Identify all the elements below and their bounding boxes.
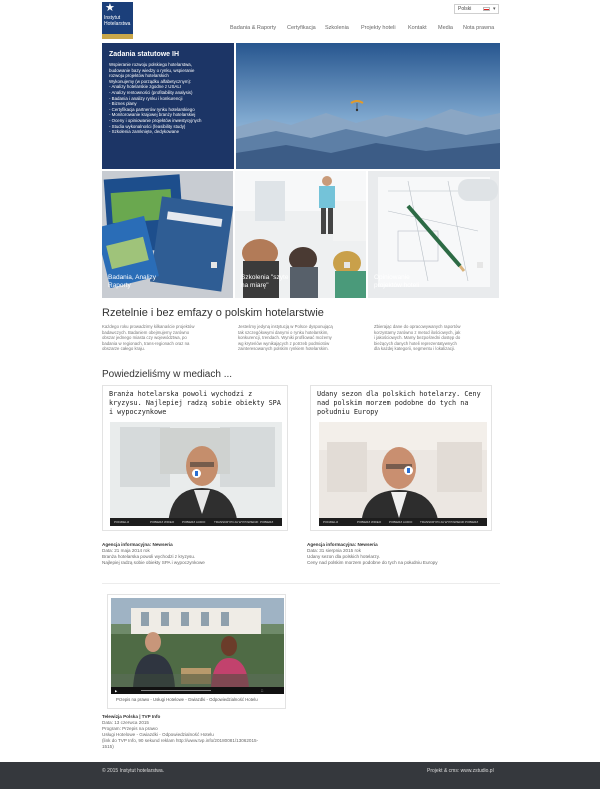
download-video-button[interactable]: POBIERZ WIDEO [357,520,382,524]
nav-item-szkolenia[interactable]: Szkolenia [325,25,349,31]
about-column-1: Każdego roku prowadzimy kilkanaście projektów badawczych. Badaniem obejmujemy zarówno obszar jednego miasta czy województwa, po badania w regionach, trans-regionach oraz na obszarze całego kraju. [102,324,195,352]
download-audio-button[interactable]: POBIERZ AUDIO [182,520,206,524]
media-headline: Branża hotelarska powoli wychodzi z kryzysu. Najlepiej radzą sobie obiekty SPA i wypoczynkowe [109,390,281,416]
hero-line: - Certyfikacja partnerów rynku hotelarskiego [109,106,195,112]
tile-badania[interactable] [102,171,233,298]
media-headline: Udany sezon dla polskich hotelarzy. Ceny nad polskim morzem podobne do tych na południu Europy [317,390,481,416]
play-icon[interactable]: ▶ [115,689,118,693]
star-icon: ★ [105,2,115,14]
hero-line: - Monitorowanie krajowej branży hotelarskiej [109,112,196,118]
hero-line: - Analizy hotelarskie zgodne z USALI [109,84,181,90]
media-info-1: Agencja informacyjna: Newseria Data: 21 maja 2014 rok Branża hotelarska powoli wychodzi z kryzysu. Najlepiej radzą sobie obiekty SPA i wypoczynkowe [102,542,205,565]
tile-caption: Badania, Analizy Raporty [108,274,157,289]
corner-arrow-icon [211,262,217,268]
hero-line: Wykonujemy (w porządku alfabetycznym): [109,78,192,84]
site-header [0,0,600,42]
hero-line: - Badania i analizy rynku i konkurencji [109,95,183,101]
hero-line: - Studia wykonalności (feasibility study) [109,123,186,129]
hero-line: Wspieranie rozwoju polskiego hotelarstwa, [109,62,192,67]
hero-line: - Biznes plany [109,101,137,107]
site-logo[interactable] [102,2,133,39]
nav-item-projekty[interactable]: Projekty hoteli [361,25,396,31]
hero-text-box [102,43,234,169]
hero-line: - Analizy rentowności (profitability analysis) [109,89,193,95]
media-info-2: Agencja informacyjna: Newseria Data: 31 sierpnia 2015 rok Udany sezon dla polskich hotelarzy. Ceny nad polskim morzem podobne do tych na południu Europy [307,542,438,565]
video-caption: Przepis na prawo - Usługi Hotelowe - Gwiazdki - Odpowiedzialność Hotelu [116,697,258,702]
nav-item-nota-prawna[interactable]: Nota prawna [463,25,495,31]
tile-szkolenia[interactable] [235,171,366,298]
about-column-3: Zbierając dane do opracowywanych raportów korzystamy zarówno z metod ilościowych, jak i jakościowych. Mamy bezpośredni dostęp do bieżących danych hoteli reprezentatywnych dla każdej kategorii, segmentu i lokalizacji. [374,324,461,352]
nav-item-certyfikacja[interactable]: Certyfikacja [287,25,316,31]
hero-title: Zadania statutowe IH [109,51,180,58]
tile-projekty[interactable] [368,171,499,298]
play-button[interactable] [192,469,201,478]
corner-arrow-icon [477,262,483,268]
play-button[interactable] [404,466,413,475]
play-icon [195,471,198,476]
chevron-down-icon: ▾ [493,6,496,12]
logo-bar [102,34,133,39]
media-info-3: Telewizja Polska | TVP Info Data: 13 czerwca 2015 Program: Przepis na prawo Usługi Hotelowe - Gwiazdki - Odpowiedzialność Hotelu (link do TVP Info, 90 sekund reklam http://www.tvp.info/20180081/13062015- 1515) [102,714,259,749]
video-player[interactable] [111,598,284,694]
footer-credit-link[interactable]: Projekt & cms: www.zstudio.pl [427,768,494,774]
media-heading: Powiedzieliśmy w mediach ... [102,369,233,380]
share-button[interactable]: PODZIELIJ [114,520,130,524]
hero-line: - Szkolenia zamknięte, dedykowane [109,129,180,135]
transcript-button[interactable]: TRANSKRYPCJA WYPOWIEDZI [420,520,465,524]
logo-text: Instytut Hotelarstwa [104,15,131,27]
hero-line: - Oceny i opiniowanie projektów inwestycyjnych [109,117,202,123]
about-column-2: Jesteśmy jedyną instytucją w Polsce dysponującą tak szczegółowymi danymi o rynku hotelarskim, konkurencji, trendach. Wyniki profilować możemy wg kryteriów wynikających z potrzeb podmiotów zainteresowanych polskim rynkiem hotelarskim. [238,324,333,352]
nav-item-badania[interactable]: Badania & Raporty [230,25,277,31]
play-icon [407,468,410,473]
tile-caption: Opiniowanie projektów hoteli [374,274,420,289]
fullscreen-icon[interactable]: ⛶ [261,689,264,693]
language-select[interactable]: Polski ▾ [454,4,499,14]
media-card-2[interactable] [310,385,492,531]
tile-caption: Szkolenia "szyte na miarę" [241,274,289,289]
download-button[interactable]: POBIERZ [260,520,274,524]
section-divider [102,583,500,584]
video-player[interactable] [319,422,487,526]
progress-bar[interactable] [141,690,211,691]
hero-image-mountains-paraglider [236,43,500,169]
video-controls [110,518,282,526]
nav-item-kontakt[interactable]: Kontakt [408,25,427,31]
corner-arrow-icon [344,262,350,268]
hero-line: rozwoju projektów hotelarskich [109,73,169,79]
download-audio-button[interactable]: POBIERZ AUDIO [389,520,413,524]
share-button[interactable]: PODZIELIJ [323,520,339,524]
media-card-3[interactable] [107,594,286,709]
site-footer [0,762,600,789]
flag-icon [483,7,490,11]
copyright-text: © 2015 Instytut hotelarstwa. [102,768,165,774]
video-player[interactable] [110,422,282,526]
about-heading: Rzetelnie i bez emfazy o polskim hotelarstwie [102,307,324,319]
hero-line: budowanie bazy wiedzy o rynku, wspieranie [109,67,195,73]
nav-item-media[interactable]: Media [438,25,453,31]
video-controls [111,687,284,694]
media-card-1[interactable] [102,385,288,531]
download-button[interactable]: POBIERZ [465,520,479,524]
transcript-button[interactable]: TRANSKRYPCJA WYPOWIEDZI [214,520,259,524]
download-video-button[interactable]: POBIERZ WIDEO [150,520,175,524]
video-controls [319,518,487,526]
